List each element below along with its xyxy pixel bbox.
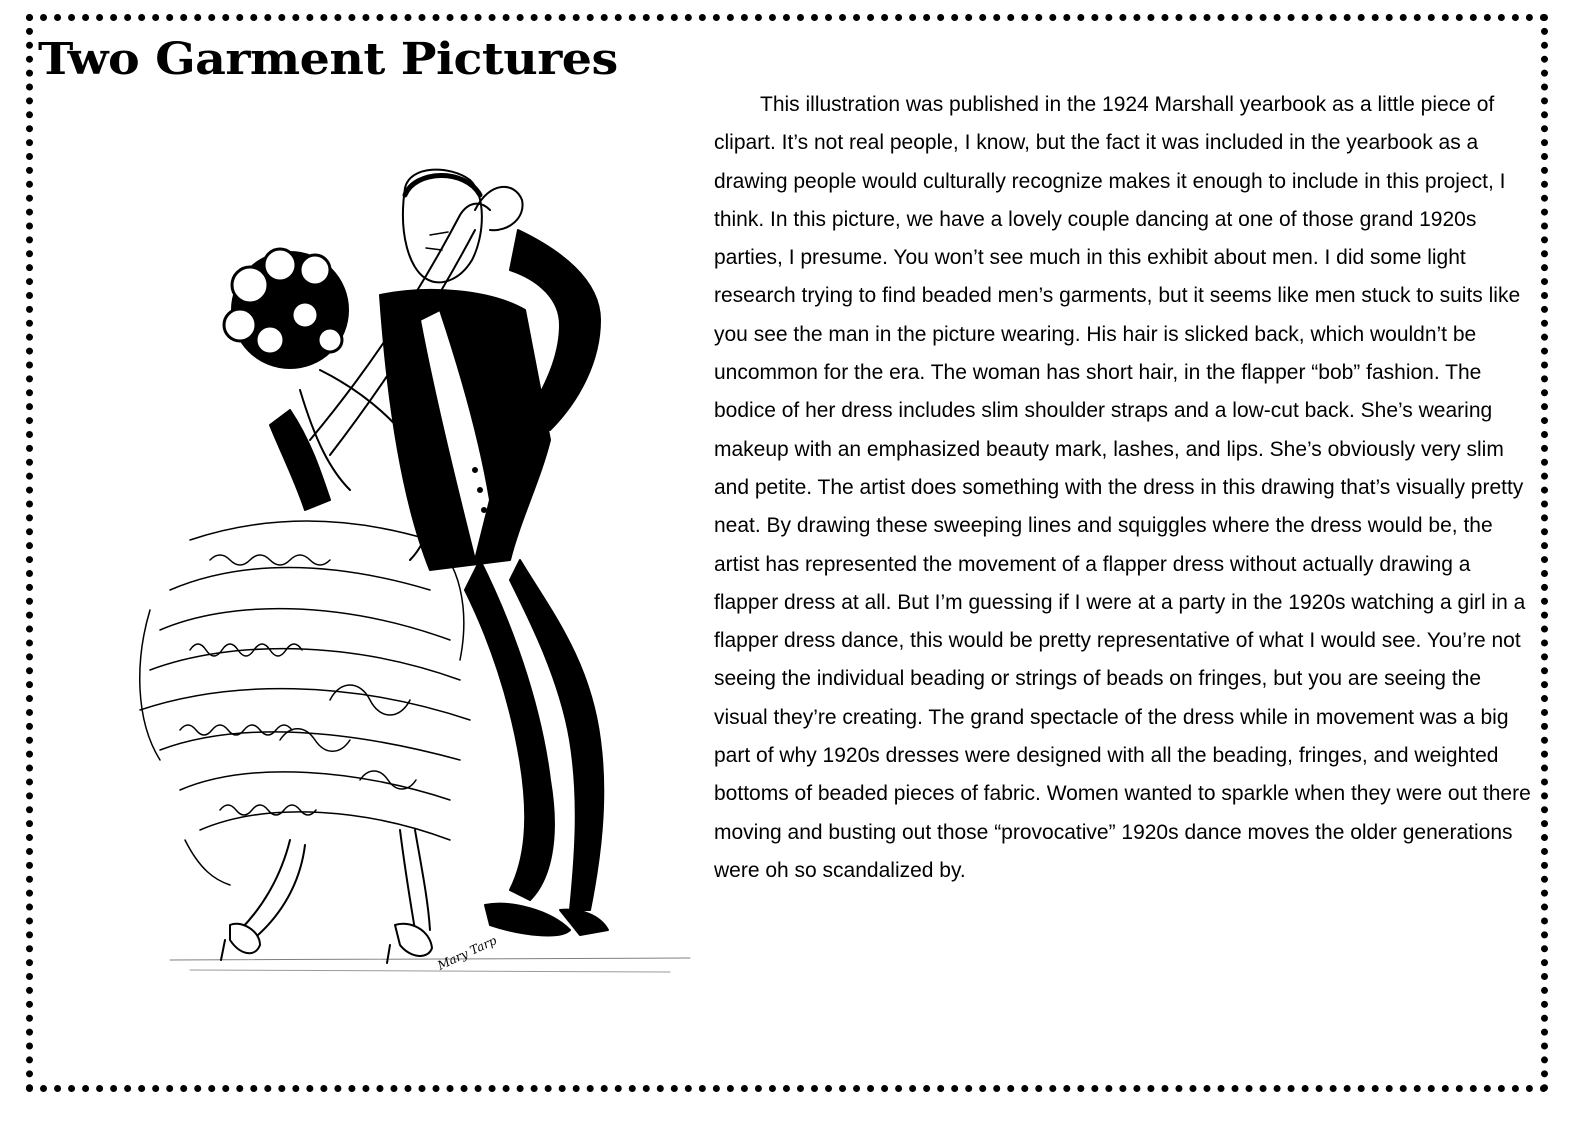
curly-hair-icon xyxy=(224,249,348,368)
page-title: Two Garment Pictures xyxy=(38,34,618,85)
artist-signature: Mary Tarp xyxy=(435,933,499,973)
body-paragraph: This illustration was published in the 1924 Marshall yearbook as a little piece of clipart. It’s not real people, I know, but the fact it was included in the yearbook as a drawing people would culturally recognize makes it enough to include in this project, I think. In this picture, we have a lovely couple dancing at one of those grand 1920s parties, I presume. You won’t see much in this exhibit about men. I did some light research trying to find beaded men’s garments, but it seems like men stuck to suits like you see the man in the picture wearing. His hair is slicked back, which wouldn’t be uncommon for the era. The woman has short hair, in the flapper “bob” fashion. The bodice of her dress includes slim shoulder straps and a low-cut back. She’s wearing makeup with an emphasized beauty mark, lashes, and lips. She’s obviously very slim and petite. The artist does something with the dress in this drawing that’s visually pretty neat. By drawing these sweeping lines and squiggles where the dress would be, the artist has represented the movement of a flapper dress without actually drawing a flapper dress at all. But I’m guessing if I were at a party in the 1920s watching a girl in a flapper dress dance, this would be pretty representative of what I would see. You’re not seeing the individual beading or strings of beads on fringes, but you are seeing the visual they’re creating. The grand spectacle of the dress while in movement was a big part of why 1920s dresses were designed with all the beading, fringes, and weighted bottoms of beaded pieces of fabric. Women wanted to sparkle when they were out there moving and busting out those “provocative” 1920s dance moves the older generations were oh so scandalized by. xyxy=(714,93,1531,882)
dancing-couple-illustration xyxy=(130,140,720,1020)
